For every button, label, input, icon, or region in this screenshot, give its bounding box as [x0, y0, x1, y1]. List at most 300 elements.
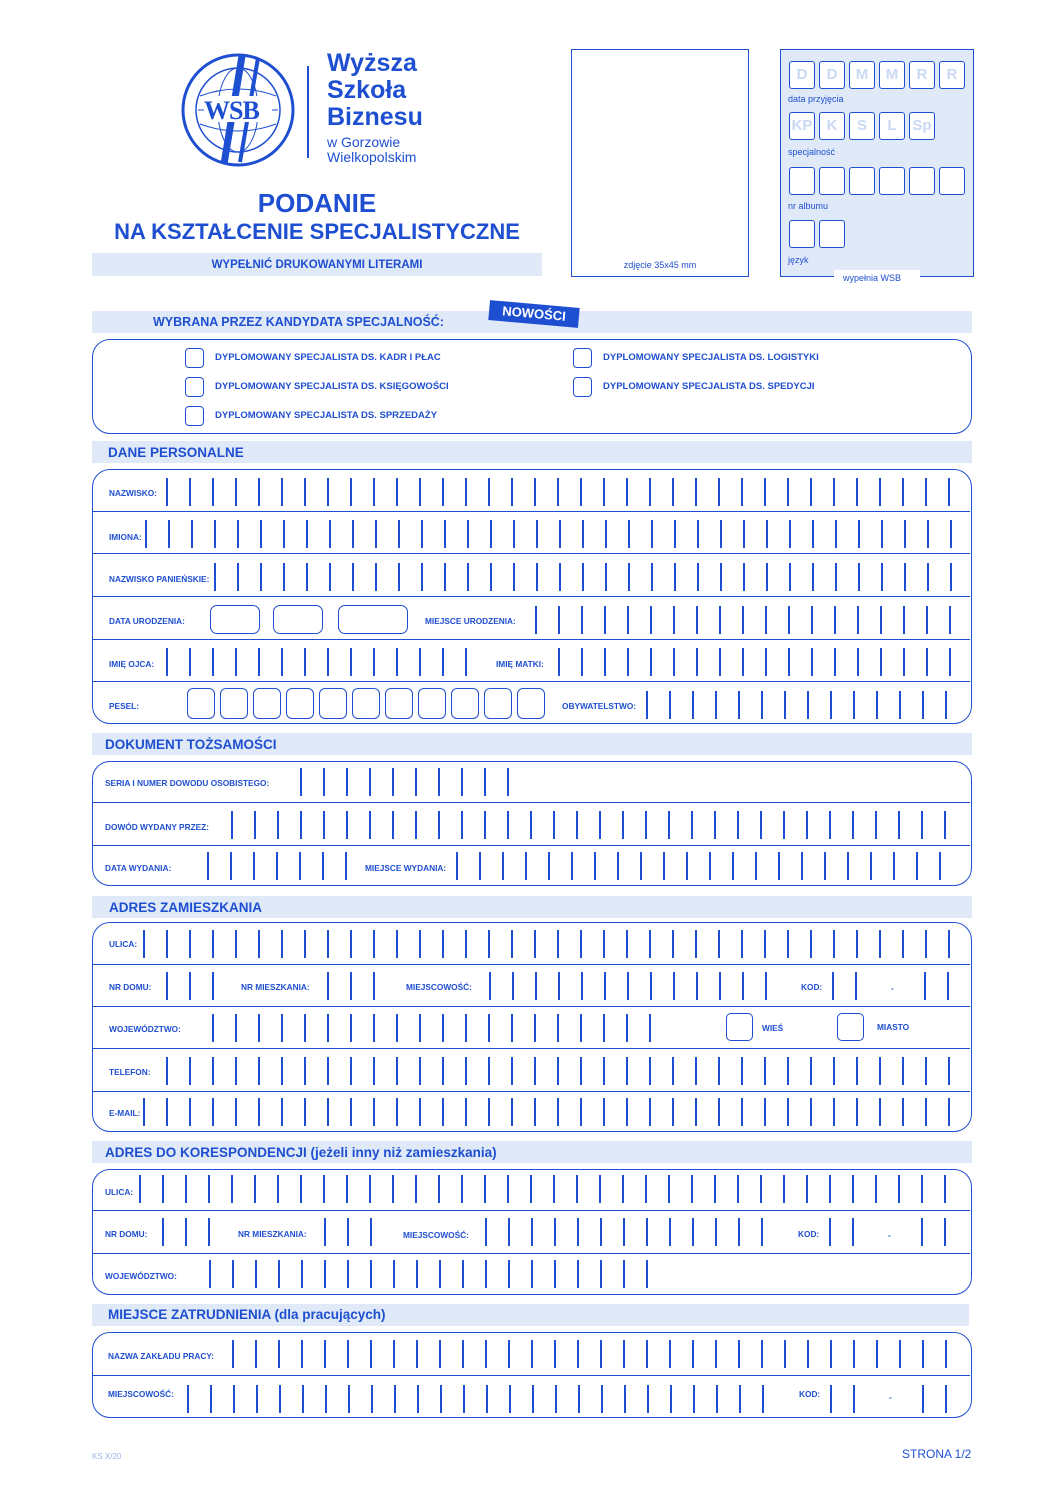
- char-cell-divider: [283, 563, 285, 591]
- char-cell-divider: [737, 811, 739, 839]
- char-cell-divider: [925, 1098, 927, 1126]
- char-cell-divider: [765, 606, 767, 634]
- birth-month-box[interactable]: [273, 605, 323, 634]
- office-square[interactable]: [789, 167, 815, 195]
- page-subtitle: NA KSZTAŁCENIE SPECJALISTYCZNE: [114, 219, 520, 244]
- char-cell-divider: [948, 1057, 950, 1085]
- office-square[interactable]: K: [819, 112, 845, 140]
- char-cell-divider: [534, 478, 536, 506]
- row-divider: [93, 1375, 970, 1376]
- char-cell-divider: [672, 930, 674, 958]
- office-square[interactable]: M: [849, 61, 875, 89]
- char-cell-divider: [741, 478, 743, 506]
- char-cell-divider: [870, 852, 872, 880]
- char-cell-divider: [626, 930, 628, 958]
- char-cell-divider: [899, 1340, 901, 1368]
- char-cell-divider: [691, 811, 693, 839]
- specialty-checkbox[interactable]: [185, 377, 204, 397]
- char-cell-divider: [306, 563, 308, 591]
- char-cell-divider: [393, 1260, 395, 1288]
- char-cell-divider: [530, 1175, 532, 1203]
- employment-city-label: MIEJSCOWOŚĆ:: [108, 1389, 174, 1399]
- char-cell-divider: [741, 930, 743, 958]
- char-cell-divider: [852, 811, 854, 839]
- char-cell-divider: [559, 520, 561, 548]
- char-cell-divider: [696, 648, 698, 676]
- char-cell-divider: [554, 1218, 556, 1246]
- char-cell-divider: [370, 1260, 372, 1288]
- office-square[interactable]: R: [909, 61, 935, 89]
- char-cell-divider: [254, 1175, 256, 1203]
- office-square[interactable]: Sp: [909, 112, 935, 140]
- language-label: język: [788, 255, 809, 265]
- pesel-digit-box[interactable]: [253, 688, 281, 719]
- char-cell-divider: [626, 1057, 628, 1085]
- char-cell-divider: [739, 1385, 741, 1413]
- row-divider: [93, 1048, 970, 1049]
- char-cell-divider: [760, 811, 762, 839]
- char-cell-divider: [166, 478, 168, 506]
- char-cell-divider: [577, 1340, 579, 1368]
- char-cell-divider: [668, 811, 670, 839]
- town-label: MIASTO: [877, 1022, 910, 1032]
- char-cell-divider: [281, 1057, 283, 1085]
- char-cell-divider: [507, 768, 509, 796]
- char-cell-divider: [580, 1057, 582, 1085]
- char-cell-divider: [720, 520, 722, 548]
- char-cell-divider: [715, 1340, 717, 1368]
- char-cell-divider: [535, 606, 537, 634]
- char-cell-divider: [235, 648, 237, 676]
- char-cell-divider: [212, 1098, 214, 1126]
- char-cell-divider: [824, 852, 826, 880]
- char-cell-divider: [162, 1218, 164, 1246]
- char-cell-divider: [788, 606, 790, 634]
- postcode-dash: -: [891, 983, 894, 993]
- citizenship-label: OBYWATELSTWO:: [562, 701, 637, 711]
- char-cell-divider: [601, 1385, 603, 1413]
- char-cell-divider: [578, 1385, 580, 1413]
- maiden-name-label: NAZWISKO PANIEŃSKIE:: [109, 574, 210, 584]
- char-cell-divider: [783, 1175, 785, 1203]
- char-cell-divider: [534, 1014, 536, 1042]
- char-cell-divider: [558, 972, 560, 1000]
- char-cell-divider: [829, 811, 831, 839]
- char-cell-divider: [212, 930, 214, 958]
- office-square[interactable]: KP: [789, 112, 815, 140]
- office-square[interactable]: S: [849, 112, 875, 140]
- specialty-option-label: DYPLOMOWANY SPECJALISTA DS. SPEDYCJI: [603, 381, 815, 392]
- char-cell-divider: [649, 1098, 651, 1126]
- char-cell-divider: [852, 1175, 854, 1203]
- char-cell-divider: [691, 1175, 693, 1203]
- village-checkbox[interactable]: [726, 1013, 753, 1041]
- char-cell-divider: [605, 520, 607, 548]
- char-cell-divider: [511, 1014, 513, 1042]
- char-cell-divider: [461, 811, 463, 839]
- pesel-digit-box[interactable]: [319, 688, 347, 719]
- char-cell-divider: [806, 811, 808, 839]
- char-cell-divider: [531, 1340, 533, 1368]
- char-cell-divider: [373, 1098, 375, 1126]
- char-cell-divider: [462, 1260, 464, 1288]
- char-cell-divider: [718, 1057, 720, 1085]
- pesel-digit-box[interactable]: [484, 688, 512, 719]
- office-square[interactable]: [819, 220, 845, 248]
- char-cell-divider: [375, 563, 377, 591]
- char-cell-divider: [856, 930, 858, 958]
- char-cell-divider: [810, 930, 812, 958]
- char-cell-divider: [948, 930, 950, 958]
- char-cell-divider: [139, 1175, 141, 1203]
- correspondence-title: ADRES DO KORESPONDENCJI (jeżeli inny niż zamieszkania): [105, 1145, 497, 1160]
- char-cell-divider: [371, 1385, 373, 1413]
- specialty-checkbox[interactable]: [185, 406, 204, 426]
- char-cell-divider: [419, 1057, 421, 1085]
- char-cell-divider: [834, 606, 836, 634]
- char-cell-divider: [536, 520, 538, 548]
- char-cell-divider: [258, 1098, 260, 1126]
- char-cell-divider: [467, 520, 469, 548]
- char-cell-divider: [258, 648, 260, 676]
- char-cell-divider: [921, 1218, 923, 1246]
- surname-label: NAZWISKO:: [109, 488, 157, 498]
- personal-title: DANE PERSONALNE: [108, 445, 244, 460]
- char-cell-divider: [490, 520, 492, 548]
- char-cell-divider: [944, 1175, 946, 1203]
- father-name-label: IMIĘ OJCA:: [109, 659, 155, 669]
- char-cell-divider: [669, 1340, 671, 1368]
- char-cell-divider: [947, 972, 949, 1000]
- char-cell-divider: [484, 768, 486, 796]
- char-cell-divider: [833, 478, 835, 506]
- char-cell-divider: [647, 1385, 649, 1413]
- char-cell-divider: [650, 648, 652, 676]
- corr-flat-no-label: NR MIESZKANIA:: [238, 1229, 307, 1239]
- char-cell-divider: [926, 648, 928, 676]
- char-cell-divider: [789, 520, 791, 548]
- char-cell-divider: [852, 1218, 854, 1246]
- char-cell-divider: [281, 478, 283, 506]
- char-cell-divider: [649, 1057, 651, 1085]
- char-cell-divider: [209, 1260, 211, 1288]
- char-cell-divider: [210, 1385, 212, 1413]
- row-divider: [93, 511, 970, 512]
- char-cell-divider: [789, 563, 791, 591]
- char-cell-divider: [557, 478, 559, 506]
- char-cell-divider: [810, 1057, 812, 1085]
- char-cell-divider: [300, 1175, 302, 1203]
- char-cell-divider: [373, 648, 375, 676]
- char-cell-divider: [743, 520, 745, 548]
- school-city: w Gorzowie Wielkopolskim: [327, 134, 417, 165]
- char-cell-divider: [393, 1340, 395, 1368]
- char-cell-divider: [392, 768, 394, 796]
- char-cell-divider: [922, 1385, 924, 1413]
- pesel-digit-box[interactable]: [220, 688, 248, 719]
- char-cell-divider: [857, 648, 859, 676]
- char-cell-divider: [189, 648, 191, 676]
- char-cell-divider: [626, 478, 628, 506]
- char-cell-divider: [743, 563, 745, 591]
- char-cell-divider: [857, 606, 859, 634]
- row-divider: [93, 553, 970, 554]
- char-cell-divider: [278, 1340, 280, 1368]
- char-cell-divider: [306, 520, 308, 548]
- char-cell-divider: [467, 563, 469, 591]
- char-cell-divider: [945, 691, 947, 719]
- office-square[interactable]: [819, 167, 845, 195]
- char-cell-divider: [347, 1340, 349, 1368]
- char-cell-divider: [876, 1340, 878, 1368]
- char-cell-divider: [143, 1098, 145, 1126]
- birth-year-box[interactable]: [338, 605, 408, 634]
- char-cell-divider: [806, 1175, 808, 1203]
- char-cell-divider: [214, 520, 216, 548]
- province-label: WOJEWÓDZTWO:: [109, 1024, 181, 1034]
- char-cell-divider: [714, 811, 716, 839]
- char-cell-divider: [811, 606, 813, 634]
- char-cell-divider: [327, 1057, 329, 1085]
- house-no-label: NR DOMU:: [109, 982, 152, 992]
- town-checkbox[interactable]: [837, 1013, 864, 1041]
- char-cell-divider: [392, 811, 394, 839]
- char-cell-divider: [600, 1340, 602, 1368]
- char-cell-divider: [369, 768, 371, 796]
- char-cell-divider: [829, 1218, 831, 1246]
- office-square[interactable]: [879, 167, 905, 195]
- char-cell-divider: [512, 972, 514, 1000]
- office-square[interactable]: [909, 167, 935, 195]
- pesel-digit-box[interactable]: [352, 688, 380, 719]
- char-cell-divider: [742, 972, 744, 1000]
- char-cell-divider: [507, 1175, 509, 1203]
- birth-day-box[interactable]: [210, 605, 260, 634]
- char-cell-divider: [784, 691, 786, 719]
- office-square[interactable]: [939, 167, 965, 195]
- char-cell-divider: [812, 563, 814, 591]
- specialty-checkbox[interactable]: [185, 348, 204, 368]
- char-cell-divider: [442, 930, 444, 958]
- char-cell-divider: [622, 1175, 624, 1203]
- pesel-digit-box[interactable]: [187, 688, 215, 719]
- char-cell-divider: [697, 563, 699, 591]
- char-cell-divider: [603, 930, 605, 958]
- char-cell-divider: [650, 606, 652, 634]
- char-cell-divider: [442, 1014, 444, 1042]
- char-cell-divider: [835, 520, 837, 548]
- char-cell-divider: [810, 478, 812, 506]
- office-square[interactable]: L: [879, 112, 905, 140]
- char-cell-divider: [669, 1218, 671, 1246]
- char-cell-divider: [253, 852, 255, 880]
- char-cell-divider: [695, 1098, 697, 1126]
- office-square[interactable]: D: [819, 61, 845, 89]
- char-cell-divider: [465, 1057, 467, 1085]
- char-cell-divider: [944, 811, 946, 839]
- company-label: NAZWA ZAKŁADU PRACY:: [108, 1351, 215, 1361]
- char-cell-divider: [830, 691, 832, 719]
- char-cell-divider: [166, 1057, 168, 1085]
- char-cell-divider: [879, 478, 881, 506]
- char-cell-divider: [646, 1218, 648, 1246]
- char-cell-divider: [875, 1175, 877, 1203]
- char-cell-divider: [718, 930, 720, 958]
- char-cell-divider: [555, 1385, 557, 1413]
- char-cell-divider: [557, 1057, 559, 1085]
- char-cell-divider: [511, 1057, 513, 1085]
- char-cell-divider: [787, 478, 789, 506]
- char-cell-divider: [415, 811, 417, 839]
- office-square[interactable]: [789, 220, 815, 248]
- char-cell-divider: [488, 478, 490, 506]
- char-cell-divider: [277, 811, 279, 839]
- char-cell-divider: [594, 852, 596, 880]
- office-square[interactable]: D: [789, 61, 815, 89]
- char-cell-divider: [417, 1385, 419, 1413]
- instruction-text: WYPEŁNIĆ DRUKOWANYMI LITERAMI: [211, 259, 423, 271]
- pesel-digit-box[interactable]: [451, 688, 479, 719]
- char-cell-divider: [673, 648, 675, 676]
- char-cell-divider: [787, 1057, 789, 1085]
- char-cell-divider: [396, 478, 398, 506]
- char-cell-divider: [893, 852, 895, 880]
- pesel-digit-box[interactable]: [385, 688, 413, 719]
- char-cell-divider: [880, 606, 882, 634]
- char-cell-divider: [829, 1175, 831, 1203]
- char-cell-divider: [442, 478, 444, 506]
- char-cell-divider: [534, 1098, 536, 1126]
- char-cell-divider: [260, 563, 262, 591]
- row-divider: [93, 1091, 970, 1092]
- char-cell-divider: [237, 563, 239, 591]
- char-cell-divider: [812, 520, 814, 548]
- flat-no-label: NR MIESZKANIA:: [241, 982, 310, 992]
- char-cell-divider: [323, 768, 325, 796]
- char-cell-divider: [258, 478, 260, 506]
- photo-box[interactable]: [571, 49, 749, 277]
- corr-province-label: WOJEWÓDZTWO:: [105, 1271, 177, 1281]
- char-cell-divider: [304, 930, 306, 958]
- char-cell-divider: [370, 1218, 372, 1246]
- char-cell-divider: [686, 852, 688, 880]
- char-cell-divider: [302, 1385, 304, 1413]
- page-number: STRONA 1/2: [902, 1447, 972, 1461]
- char-cell-divider: [488, 930, 490, 958]
- char-cell-divider: [511, 478, 513, 506]
- char-cell-divider: [582, 563, 584, 591]
- mother-name-label: IMIĘ MATKI:: [496, 659, 544, 669]
- specialty-option-label: DYPLOMOWANY SPECJALISTA DS. SPRZEDAŻY: [215, 410, 438, 421]
- office-square[interactable]: M: [879, 61, 905, 89]
- char-cell-divider: [329, 563, 331, 591]
- email-label: E-MAIL:: [109, 1108, 141, 1118]
- char-cell-divider: [581, 648, 583, 676]
- char-cell-divider: [329, 520, 331, 548]
- char-cell-divider: [668, 1175, 670, 1203]
- char-cell-divider: [231, 811, 233, 839]
- char-cell-divider: [692, 691, 694, 719]
- specialty-checkbox[interactable]: [573, 348, 592, 368]
- char-cell-divider: [761, 1340, 763, 1368]
- char-cell-divider: [693, 1385, 695, 1413]
- char-cell-divider: [232, 1260, 234, 1288]
- pesel-digit-box[interactable]: [286, 688, 314, 719]
- char-cell-divider: [939, 852, 941, 880]
- char-cell-divider: [856, 478, 858, 506]
- row-divider: [93, 964, 970, 965]
- char-cell-divider: [189, 478, 191, 506]
- char-cell-divider: [233, 1385, 235, 1413]
- char-cell-divider: [212, 972, 214, 1000]
- char-cell-divider: [580, 1098, 582, 1126]
- char-cell-divider: [278, 1260, 280, 1288]
- pesel-digit-box[interactable]: [418, 688, 446, 719]
- pesel-label: PESEL:: [109, 701, 139, 711]
- pesel-digit-box[interactable]: [517, 688, 545, 719]
- char-cell-divider: [304, 648, 306, 676]
- char-cell-divider: [350, 1057, 352, 1085]
- char-cell-divider: [281, 930, 283, 958]
- char-cell-divider: [456, 852, 458, 880]
- char-cell-divider: [327, 648, 329, 676]
- char-cell-divider: [783, 811, 785, 839]
- char-cell-divider: [835, 563, 837, 591]
- char-cell-divider: [398, 520, 400, 548]
- office-square[interactable]: R: [939, 61, 965, 89]
- identity-title: DOKUMENT TOŻSAMOŚCI: [105, 737, 277, 752]
- char-cell-divider: [304, 478, 306, 506]
- char-cell-divider: [672, 1057, 674, 1085]
- char-cell-divider: [926, 606, 928, 634]
- char-cell-divider: [143, 930, 145, 958]
- char-cell-divider: [531, 1218, 533, 1246]
- char-cell-divider: [507, 811, 509, 839]
- char-cell-divider: [766, 520, 768, 548]
- specialty-checkbox[interactable]: [573, 377, 592, 397]
- char-cell-divider: [580, 1014, 582, 1042]
- char-cell-divider: [673, 606, 675, 634]
- char-cell-divider: [230, 852, 232, 880]
- char-cell-divider: [277, 1175, 279, 1203]
- office-square[interactable]: [849, 167, 875, 195]
- row-divider: [93, 845, 970, 846]
- char-cell-divider: [283, 520, 285, 548]
- char-cell-divider: [830, 1385, 832, 1413]
- char-cell-divider: [300, 811, 302, 839]
- first-names-label: IMIONA:: [109, 532, 142, 542]
- char-cell-divider: [858, 520, 860, 548]
- char-cell-divider: [876, 691, 878, 719]
- char-cell-divider: [548, 852, 550, 880]
- char-cell-divider: [879, 1098, 881, 1126]
- row-divider: [93, 1006, 970, 1007]
- char-cell-divider: [327, 972, 329, 1000]
- char-cell-divider: [347, 1260, 349, 1288]
- char-cell-divider: [327, 1098, 329, 1126]
- char-cell-divider: [856, 1057, 858, 1085]
- char-cell-divider: [922, 1340, 924, 1368]
- char-cell-divider: [898, 811, 900, 839]
- char-cell-divider: [189, 1057, 191, 1085]
- char-cell-divider: [281, 648, 283, 676]
- char-cell-divider: [530, 811, 532, 839]
- char-cell-divider: [672, 478, 674, 506]
- char-cell-divider: [375, 520, 377, 548]
- char-cell-divider: [260, 520, 262, 548]
- char-cell-divider: [235, 930, 237, 958]
- char-cell-divider: [327, 930, 329, 958]
